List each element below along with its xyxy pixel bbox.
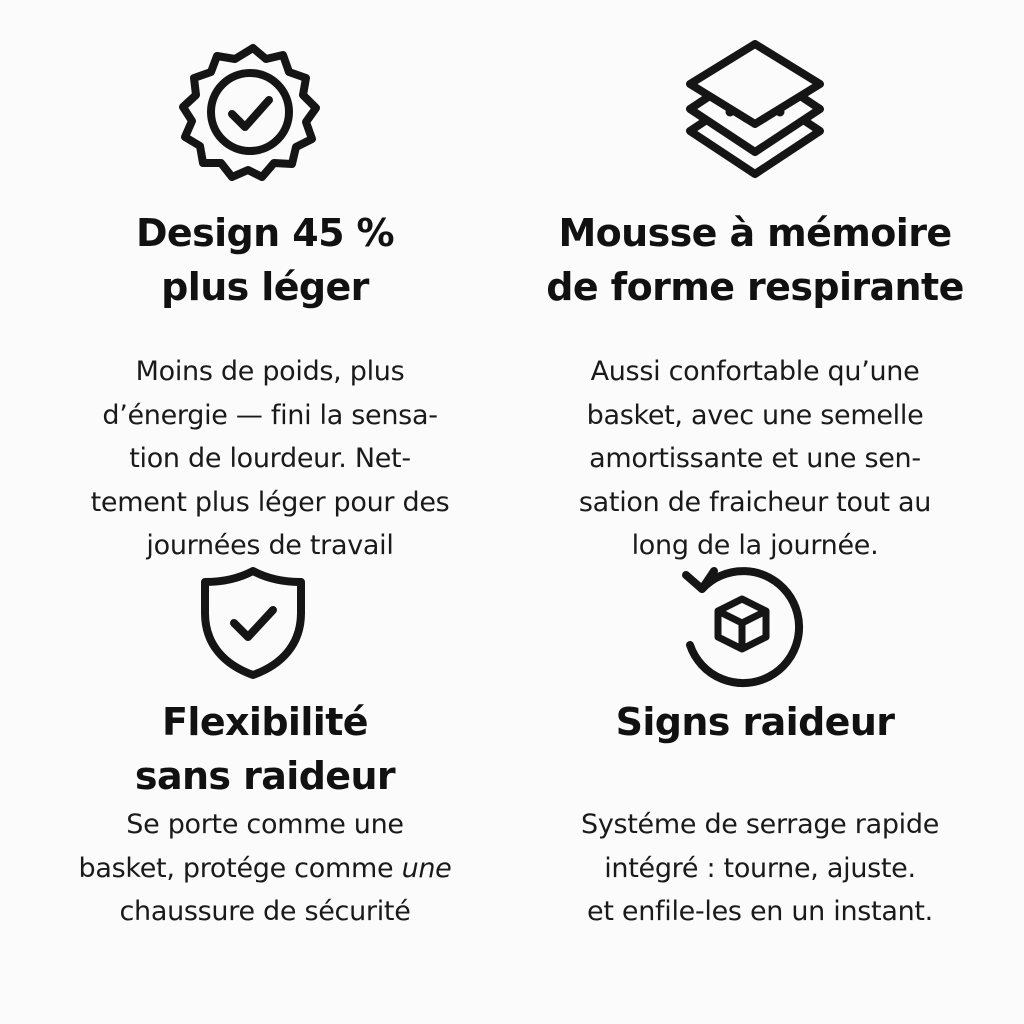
badge-check-icon <box>178 40 328 190</box>
feature-description <box>40 803 490 934</box>
feature-quick-lacing <box>540 555 980 975</box>
feature-description <box>520 350 990 568</box>
desc-line: Systéme de serrage rapide <box>580 809 940 840</box>
title-line: de forme respirante <box>546 265 964 309</box>
desc-line <box>40 847 490 891</box>
desc-line: amortissante et une sen- <box>589 443 921 474</box>
title-line: Design 45 % <box>135 211 395 255</box>
desc-line: Aussi confortable qu’une <box>590 356 920 387</box>
feature-lightweight-design <box>40 30 500 561</box>
desc-line: tion de lourdeur. Net- <box>129 443 411 474</box>
desc-line: et enfile-les en un instant. <box>587 896 933 927</box>
desc-line: Moins de poids, plus <box>135 356 405 387</box>
feature-description <box>540 803 980 934</box>
feature-title <box>530 695 980 749</box>
feature-description <box>40 350 500 568</box>
feature-title <box>520 206 990 314</box>
desc-line: chaussure de sécurité <box>119 896 411 927</box>
desc-line: long de la journée. <box>631 530 879 561</box>
rotate-box-icon <box>676 561 808 691</box>
desc-line-text: basket, protége comme <box>78 852 394 884</box>
feature-flexibility <box>40 555 490 975</box>
desc-line: tement plus léger pour des <box>90 486 450 518</box>
feature-title <box>30 206 500 314</box>
desc-line: journées de travail <box>146 530 394 561</box>
desc-line: intégré : tourne, ajuste. <box>604 852 916 884</box>
desc-line: basket, avec une semelle <box>586 399 924 431</box>
shield-check-icon <box>198 563 308 683</box>
desc-line: d’énergie — fini la sensa- <box>102 399 438 431</box>
title-line: sans raideur <box>134 754 396 798</box>
title-line: Mousse à mémoire <box>558 211 952 255</box>
desc-line: Se porte comme une <box>126 809 404 840</box>
title-line: Flexibilité <box>162 700 368 744</box>
desc-line-emphasis: une <box>401 852 452 884</box>
desc-line: sation de fraicheur tout au <box>578 486 932 518</box>
title-line: plus léger <box>161 265 369 309</box>
layers-icon <box>680 36 830 192</box>
feature-title <box>40 695 490 803</box>
title-line: Signs raideur <box>615 700 895 744</box>
feature-memory-foam <box>520 30 990 561</box>
